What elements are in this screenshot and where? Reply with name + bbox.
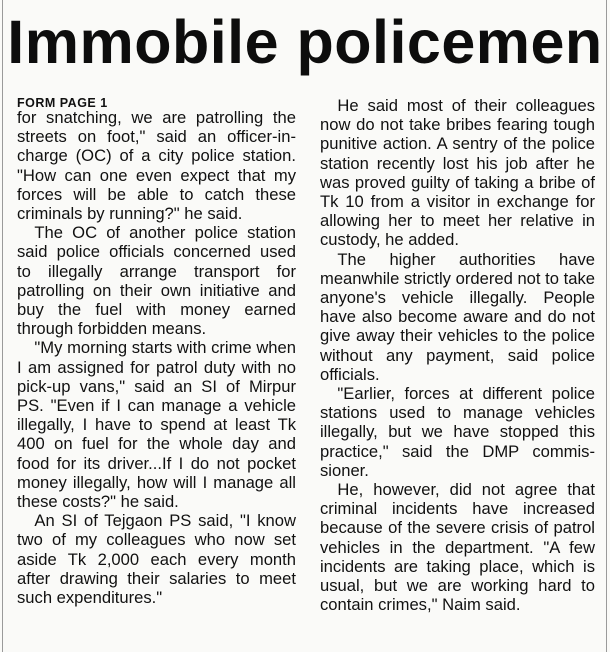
article-headline: Immobile policemen <box>7 8 603 76</box>
continued-from-label: FORM PAGE 1 <box>17 96 108 110</box>
article-column-left <box>17 96 296 607</box>
paragraph: The OC of another police station said police officials concerned used to illegally arrange transport for patrolling on their own initiative and buy the fuel with money earned through forbidden means. <box>17 223 296 339</box>
paragraph: He said most of their colleagues now do not take bribes fearing tough punitive action. A sentry of the police station recently lost his job after he was proved guilty of taking a bribe of Tk 10 from a visitor in exchange for allowing her to meet her relative in custody, he added. <box>320 96 595 250</box>
paragraph: "Earlier, forces at different police stations used to manage vehicles illegally, but we have stopped this practice," said the DMP commis-sioner. <box>320 384 595 480</box>
article-column-right <box>320 96 595 614</box>
paragraph: "My morning starts with crime when I am assigned for patrol duty with no pick-up vans," said an SI of Mirpur PS. "Even if I can manage a vehicle illegally, I have to spend at least Tk 400 on fuel for the whole day and food for its driver...If I do not pocket money illegally, how will I manage all these costs?" he said. <box>17 338 296 512</box>
left-border-rule <box>2 0 3 652</box>
paragraph: He, however, did not agree that criminal incidents have increased because of the severe crisis of patrol vehicles in the department. "A few incidents are taking place, which is usual, but we are working hard to contain crimes," Naim said. <box>320 480 595 615</box>
paragraph: An SI of Tejgaon PS said, "I know two of my colleagues who now set aside Tk 2,000 each every month after drawing their salaries to meet such expenditures." <box>17 511 296 608</box>
right-border-rule <box>606 0 607 652</box>
paragraph: for snatching, we are patrolling the streets on foot," said an officer-in-charge (OC) of a city police station. "How can one even expect that my forces will be able to catch these criminals by running?" he said. <box>17 108 296 224</box>
paragraph: The higher authorities have meanwhile strictly ordered not to take anyone's vehicle illegally. People have also become aware and do not give away their vehicles to the police without any payment, said police officials. <box>320 249 595 384</box>
